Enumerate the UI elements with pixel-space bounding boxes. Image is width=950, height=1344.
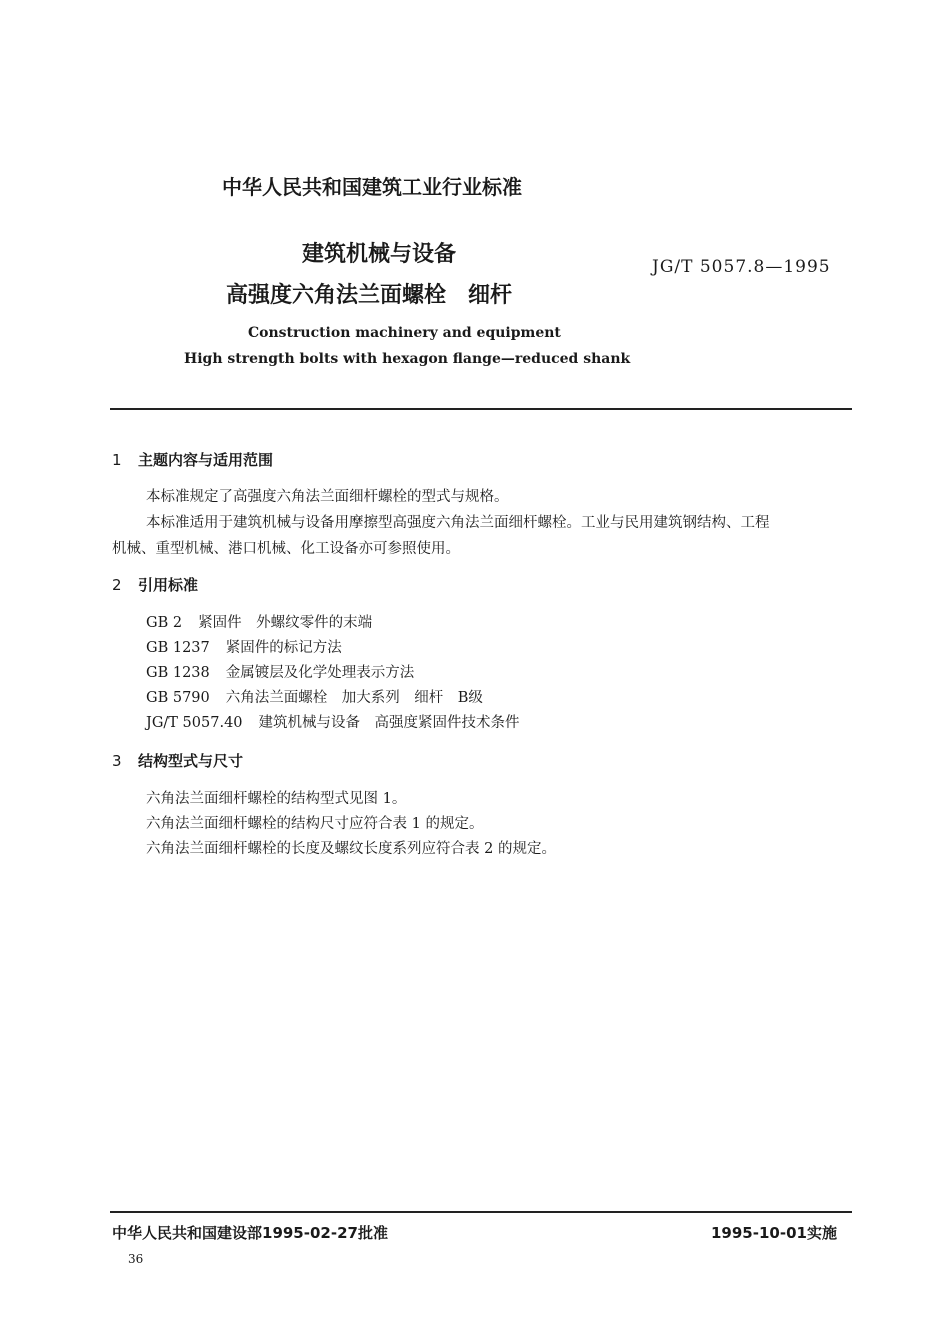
reference-item: [146, 711, 520, 732]
section-3-heading: [112, 750, 243, 771]
section-1-number: 1: [112, 451, 122, 469]
title-line-1: 建筑机械与设备: [302, 242, 457, 267]
reference-title: 紧固件的标记方法: [225, 640, 342, 656]
reference-code: GB 1237: [146, 640, 210, 656]
page-number: 36: [128, 1252, 144, 1266]
section-2-number: 2: [112, 576, 122, 594]
reference-title: 紧固件 外螺纹零件的末端: [198, 615, 373, 631]
section-1-paragraph-2: 本标准适用于建筑机械与设备用摩擦型高强度六角法兰面细杆螺栓。工业与民用建筑钢结构、工程: [146, 515, 770, 531]
section-3-paragraph-1: 六角法兰面细杆螺栓的结构型式见图 1。: [146, 791, 407, 807]
section-1-paragraph-3: 机械、重型机械、港口机械、化工设备亦可参照使用。: [112, 541, 460, 557]
section-3-number: 3: [112, 752, 122, 770]
issuing-authority: 中华人民共和国建筑工业行业标准: [222, 175, 522, 199]
section-1-title: 主题内容与适用范围: [138, 451, 274, 469]
english-title-line-1: Construction machinery and equipment: [248, 325, 561, 341]
reference-item: [146, 686, 483, 707]
footer-divider: [110, 1211, 852, 1213]
reference-title: 金属镀层及化学处理表示方法: [225, 665, 415, 681]
reference-item: [146, 636, 342, 657]
reference-code: GB 5790: [146, 690, 210, 706]
reference-title: 六角法兰面螺栓 加大系列 细杆 B级: [225, 690, 483, 706]
approval-statement: 中华人民共和国建设部1995-02-27批准: [112, 1224, 388, 1242]
reference-title: 建筑机械与设备 高强度紧固件技术条件: [258, 715, 520, 731]
header-divider: [110, 408, 852, 410]
section-1-heading: [112, 449, 273, 470]
reference-item: [146, 611, 372, 632]
section-1-paragraph-1: 本标准规定了高强度六角法兰面细杆螺栓的型式与规格。: [146, 489, 509, 505]
section-3-title: 结构型式与尺寸: [138, 752, 244, 770]
section-3-paragraph-2: 六角法兰面细杆螺栓的结构尺寸应符合表 1 的规定。: [146, 816, 484, 832]
title-line-2: 高强度六角法兰面螺栓 细杆: [226, 283, 513, 308]
reference-item: [146, 661, 414, 682]
reference-code: JG/T 5057.40: [146, 715, 243, 731]
section-2-title: 引用标准: [138, 576, 199, 594]
section-3-paragraph-3: 六角法兰面细杆螺栓的长度及螺纹长度系列应符合表 2 的规定。: [146, 841, 556, 857]
standard-number: JG/T 5057.8—1995: [652, 257, 831, 277]
reference-code: GB 1238: [146, 665, 210, 681]
implementation-date: 1995-10-01实施: [711, 1224, 837, 1242]
english-title-line-2: High strength bolts with hexagon flange—reduced shank: [184, 351, 631, 367]
section-2-heading: [112, 574, 198, 595]
reference-code: GB 2: [146, 615, 183, 631]
